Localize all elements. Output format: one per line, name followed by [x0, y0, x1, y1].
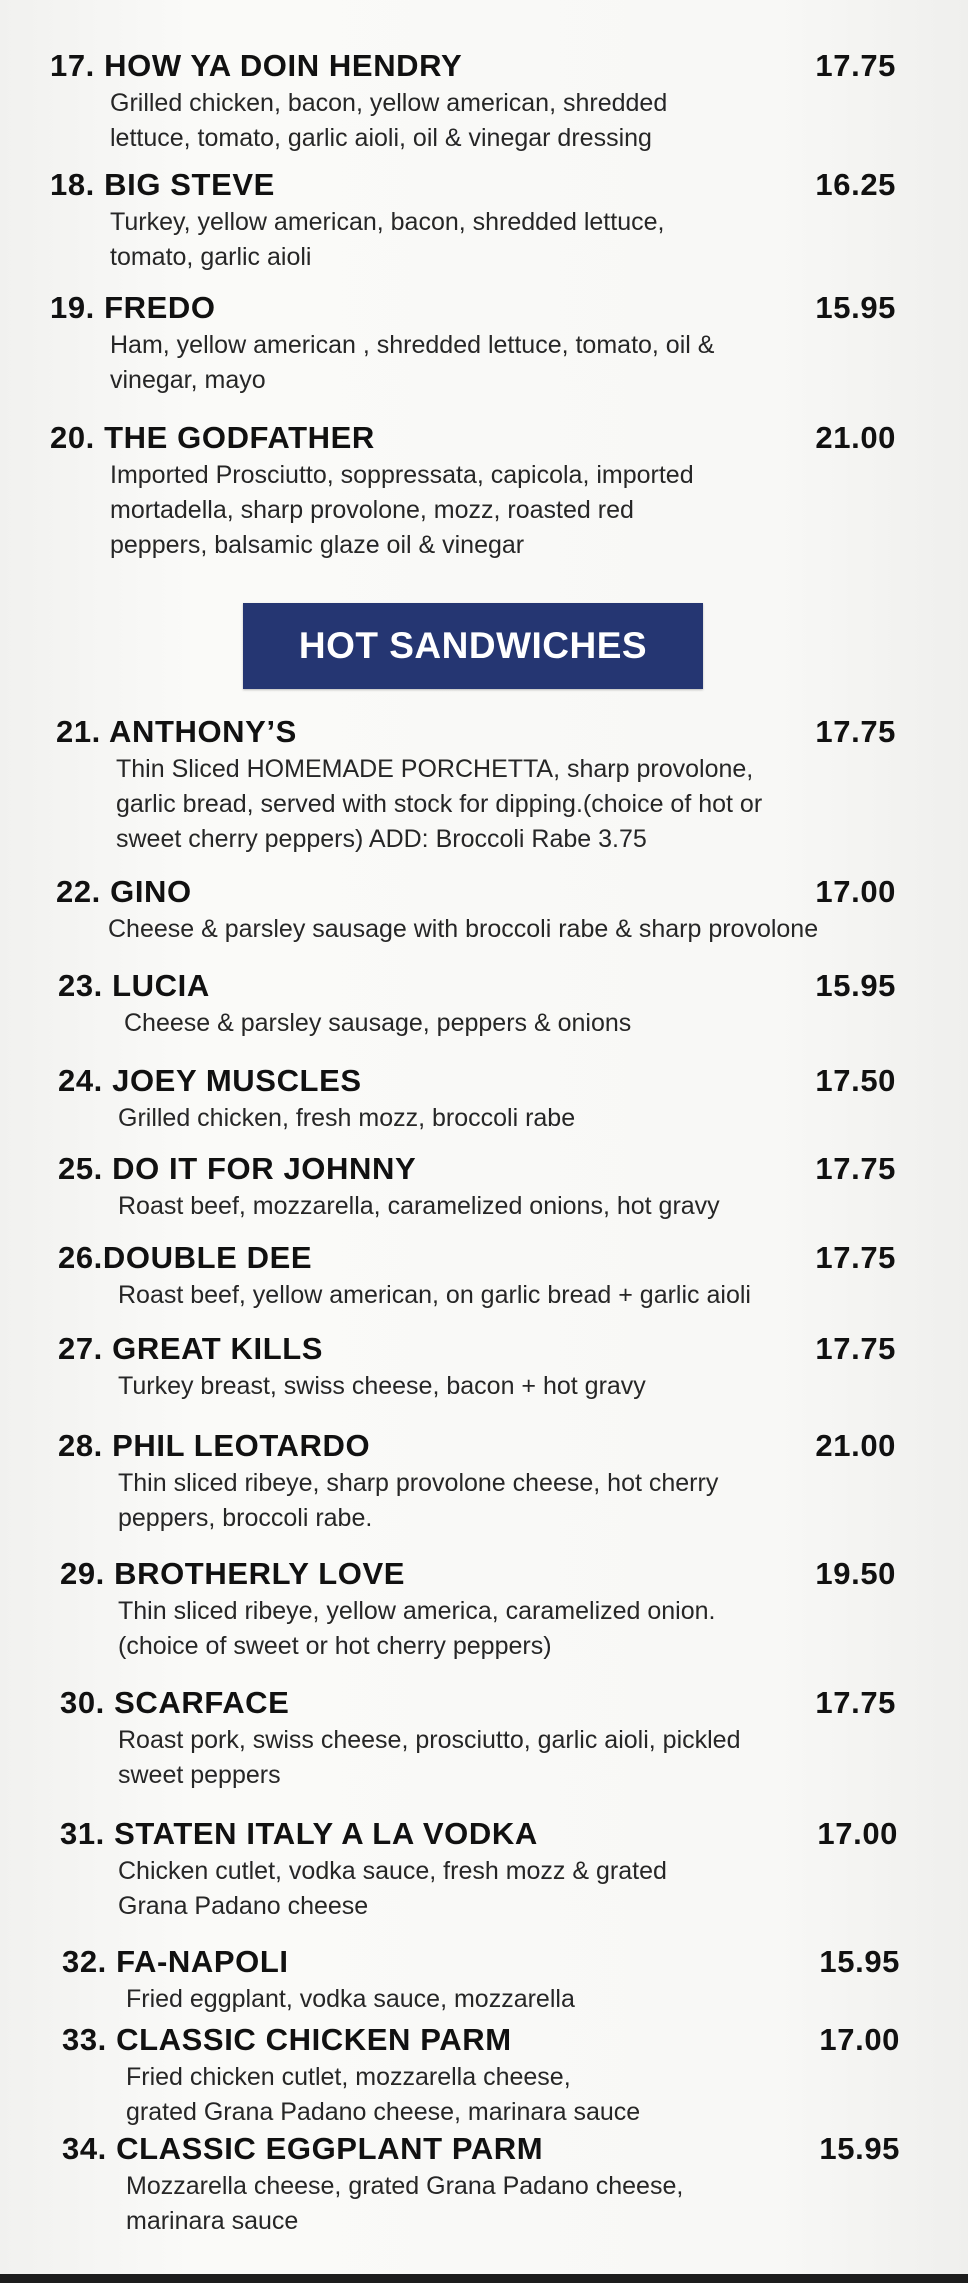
item-price: 21.00: [815, 420, 896, 455]
item-title: 21. ANTHONY’S: [56, 714, 297, 749]
item-price: 17.00: [815, 874, 896, 909]
item-price: 17.00: [819, 2022, 900, 2057]
item-description: Roast beef, yellow american, on garlic bread + garlic aioli: [118, 1281, 751, 1309]
item-title: 23. LUCIA: [58, 968, 210, 1003]
item-price: 17.75: [815, 1331, 896, 1366]
item-title: 34. CLASSIC EGGPLANT PARM: [62, 2131, 544, 2166]
section-title: HOT SANDWICHES: [298, 625, 648, 666]
menu-item-19: [50, 290, 896, 398]
item-price: 15.95: [819, 2131, 900, 2166]
item-description: Chicken cutlet, vodka sauce, fresh mozz & grated Grana Padano cheese: [118, 1857, 667, 1920]
menu-item-28: [58, 1428, 896, 1536]
hot-sandwiches-header: [243, 603, 703, 689]
menu-item-34: [62, 2131, 900, 2239]
menu-item-33: [62, 2022, 900, 2130]
item-price: 15.95: [815, 968, 896, 1003]
item-description: Roast beef, mozzarella, caramelized onions, hot gravy: [118, 1192, 720, 1220]
menu-item-30: [60, 1685, 896, 1793]
item-title: 26.DOUBLE DEE: [58, 1240, 313, 1275]
item-price: 17.75: [815, 1240, 896, 1275]
item-title: 19. FREDO: [50, 290, 216, 325]
item-title: 27. GREAT KILLS: [58, 1331, 324, 1366]
menu-item-31: [60, 1816, 898, 1924]
item-title: 24. JOEY MUSCLES: [58, 1063, 362, 1098]
item-description: Mozzarella cheese, grated Grana Padano cheese, marinara sauce: [126, 2172, 684, 2235]
menu-item-27: [58, 1331, 896, 1404]
item-description: Ham, yellow american , shredded lettuce, tomato, oil & vinegar, mayo: [110, 331, 715, 394]
bottom-edge-divider: [0, 2274, 968, 2283]
item-title: 30. SCARFACE: [60, 1685, 290, 1720]
item-title: 17. HOW YA DOIN HENDRY: [50, 48, 463, 83]
item-price: 21.00: [815, 1428, 896, 1463]
item-title: 25. DO IT FOR JOHNNY: [58, 1151, 417, 1186]
item-title: 29. BROTHERLY LOVE: [60, 1556, 406, 1591]
item-title: 32. FA-NAPOLI: [62, 1944, 289, 1979]
item-title: 33. CLASSIC CHICKEN PARM: [62, 2022, 512, 2057]
item-price: 15.95: [815, 290, 896, 325]
item-price: 17.75: [815, 714, 896, 749]
item-price: 17.00: [817, 1816, 898, 1851]
item-description: Fried chicken cutlet, mozzarella cheese, grated Grana Padano cheese, marinara sauce: [126, 2063, 641, 2126]
item-description: Turkey, yellow american, bacon, shredded lettuce, tomato, garlic aioli: [110, 208, 665, 271]
item-description: Thin Sliced HOMEMADE PORCHETTA, sharp provolone, garlic bread, served with stock for dipping.(choice of hot or sweet cherry peppers) ADD: Broccoli Rabe 3.75: [116, 755, 763, 853]
item-price: 17.75: [815, 48, 896, 83]
item-description: Cheese & parsley sausage with broccoli rabe & sharp provolone: [108, 915, 819, 943]
item-price: 17.75: [815, 1151, 896, 1186]
item-description: Cheese & parsley sausage, peppers & onions: [124, 1009, 632, 1037]
menu-item-32: [62, 1944, 900, 2017]
item-description: Thin sliced ribeye, sharp provolone cheese, hot cherry peppers, broccoli rabe.: [118, 1469, 719, 1532]
menu-item-29: [60, 1556, 896, 1664]
menu-item-21: [56, 714, 896, 857]
item-title: 18. BIG STEVE: [50, 167, 275, 202]
item-title: 20. THE GODFATHER: [50, 420, 375, 455]
item-description: Imported Prosciutto, soppressata, capicola, imported mortadella, sharp provolone, mozz, roasted red peppers, balsamic glaze oil & vinegar: [110, 461, 694, 559]
menu-item-24: [58, 1063, 896, 1136]
menu-item-20: [50, 420, 896, 563]
item-price: 17.75: [815, 1685, 896, 1720]
item-title: 28. PHIL LEOTARDO: [58, 1428, 371, 1463]
item-description: Roast pork, swiss cheese, prosciutto, garlic aioli, pickled sweet peppers: [118, 1726, 741, 1789]
menu-item-18: [50, 167, 896, 275]
item-price: 17.50: [815, 1063, 896, 1098]
item-price: 19.50: [815, 1556, 896, 1591]
menu-item-17: [50, 48, 896, 156]
item-description: Grilled chicken, bacon, yellow american, shredded lettuce, tomato, garlic aioli, oil & vinegar dressing: [110, 89, 668, 152]
menu-item-23: [58, 968, 896, 1041]
item-description: Grilled chicken, fresh mozz, broccoli rabe: [118, 1104, 576, 1132]
item-title: 22. GINO: [56, 874, 192, 909]
menu-item-26: [58, 1240, 896, 1313]
item-price: 16.25: [815, 167, 896, 202]
item-title: 31. STATEN ITALY A LA VODKA: [60, 1816, 538, 1851]
menu-item-25: [58, 1151, 896, 1224]
item-description: Turkey breast, swiss cheese, bacon + hot gravy: [118, 1372, 646, 1400]
menu-item-22: [56, 874, 896, 947]
item-price: 15.95: [819, 1944, 900, 1979]
item-description: Fried eggplant, vodka sauce, mozzarella: [126, 1985, 575, 2013]
item-description: Thin sliced ribeye, yellow america, caramelized onion. (choice of sweet or hot cherry peppers): [118, 1597, 716, 1660]
